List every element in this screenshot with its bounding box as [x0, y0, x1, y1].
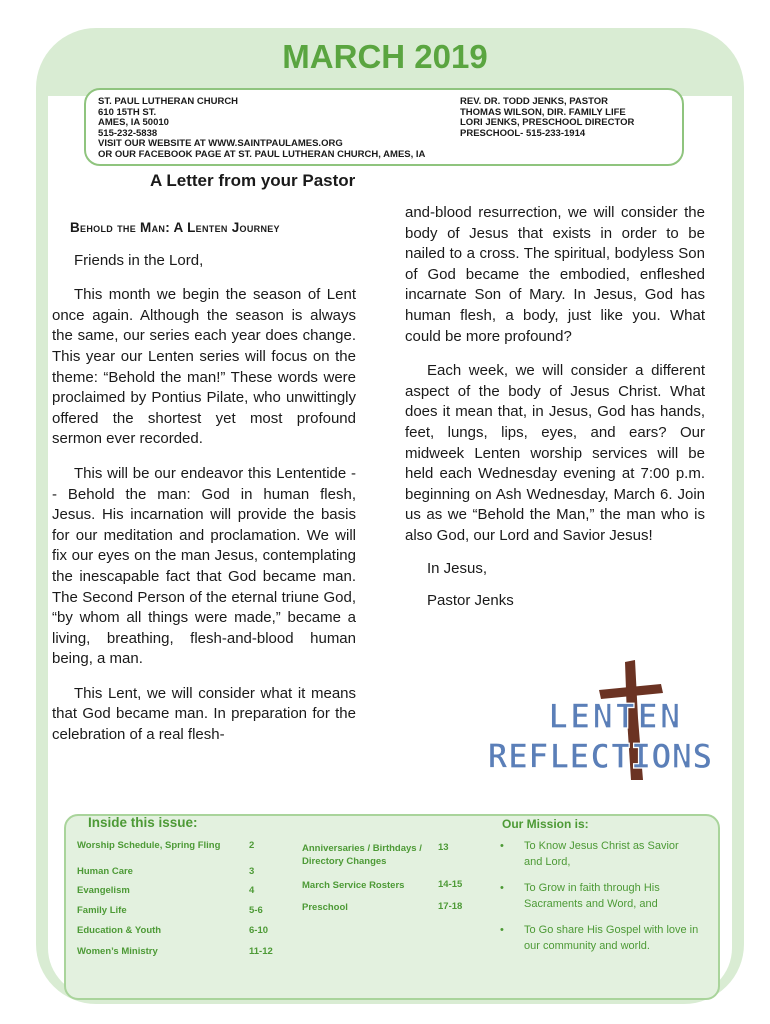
bullet-icon: •	[500, 882, 504, 894]
mission-list	[500, 838, 700, 964]
toc-entry-page: 11-12	[249, 946, 273, 957]
newsletter-title: MARCH 2019	[282, 38, 488, 75]
toc-entry-page: 17-18	[438, 901, 463, 912]
toc-entry-page: 14-15	[438, 879, 463, 890]
toc-entry-label: Anniversaries / Birthdays / Directory Changes	[302, 843, 422, 867]
mission-text: To Know Jesus Christ as Savior and Lord,	[524, 840, 679, 868]
bullet-icon: •	[500, 840, 504, 852]
staff-preschool-director: LORI JENKS, PRESCHOOL DIRECTOR	[460, 117, 635, 128]
logo-word-lenten: LENTEN	[547, 697, 683, 737]
toc-entry-page: 3	[249, 866, 255, 877]
staff-pastor: REV. DR. TODD JENKS, PASTOR	[460, 96, 608, 107]
toc-entry-label: Worship Schedule, Spring Fling	[77, 840, 221, 851]
mission-heading: Our Mission is:	[502, 817, 589, 831]
facebook-line: OR OUR FACEBOOK PAGE AT ST. PAUL LUTHERAN CHURCH, AMES, IA	[98, 148, 426, 160]
toc-entry-page: 6-10	[249, 925, 269, 936]
mission-item	[500, 922, 700, 954]
toc-entry-page: 4	[249, 885, 255, 896]
logo-word-reflections: REFLECTIONS	[487, 737, 713, 777]
toc-entry-page: 2	[249, 840, 255, 851]
website-line: VISIT OUR WEBSITE AT WWW.SAINTPAULAMES.ORG	[98, 138, 343, 149]
letter-column-1	[52, 218, 356, 746]
phone: 515-232-5838	[98, 127, 158, 139]
church-name: ST. PAUL LUTHERAN CHURCH	[98, 96, 239, 107]
mission-item	[500, 838, 700, 870]
toc-entry-page: 5-6	[249, 905, 263, 916]
closing: In Jesus,	[427, 559, 488, 577]
toc-entry-label: Human Care	[77, 866, 133, 877]
paragraph-3-continued: and-blood resurrection, we will consider the body of Jesus that exists in order to be nailed to a cross. The spiritual, bodyless Son of God became the embodied, enfleshed incarnate Son of Mary. In Jesus, God has human flesh, a body, just like you. What could be more profound?	[405, 204, 705, 345]
greeting: Friends in the Lord,	[74, 251, 204, 269]
toc-entry-label: March Service Rosters	[302, 880, 405, 891]
toc-entry-label: Evangelism	[77, 885, 130, 896]
paragraph-3-start: This Lent, we will consider what it means that God became man. In preparation for the celebration of a real flesh-	[52, 684, 356, 744]
address-box	[84, 88, 684, 166]
letter-title: A Letter from your Pastor	[150, 171, 356, 190]
toc-entry-label: Preschool	[302, 902, 348, 913]
bullet-icon: •	[500, 924, 504, 936]
toc-entry-page: 13	[438, 842, 449, 853]
toc-entry-label: Education & Youth	[77, 925, 162, 936]
paragraph-1: This month we begin the season of Lent once again. Although the season is always the same, our series each year does change. This year our Lenten series will focus on the theme: “Behold the man!” These words were proclaimed by Pontius Pilate, who unwittingly offered the shortest yet most profound sermon ever recorded.	[52, 286, 356, 448]
letter-column-2	[405, 203, 705, 612]
church-contact	[98, 97, 425, 160]
staff-family-life: THOMAS WILSON, DIR. FAMILY LIFE	[460, 106, 626, 118]
lenten-reflections-logo	[475, 660, 725, 780]
signature: Pastor Jenks	[427, 592, 514, 610]
paragraph-4: Each week, we will consider a different aspect of the body of Jesus Christ. What does it mean that, in Jesus, God has hands, feet, lungs, lips, eyes, and ears? Our midweek Lenten worship services will be held each Wednesday evening at 7:00 p.m. beginning on Ash Wednesday, March 6. Join us as we “Behold the Man,” the man who is also God, our Lord and Savior Jesus!	[405, 362, 705, 544]
paragraph-2: This will be our endeavor this Lententide -- Behold the man: God in human flesh, Jesus. His incarnation will provide the basis for our meditation and proclamation. We will fix our eyes on the man Jesus, contemplating the inescapable fact that God became man. The Second Person of the eternal triune God, “by whom all things were made,” became a living, breathing, flesh-and-blood human being, a man.	[52, 464, 356, 668]
toc-entry-label: Women’s Ministry	[77, 946, 158, 957]
staff-list	[460, 97, 634, 139]
city-state: AMES, IA 50010	[98, 117, 169, 128]
preschool-phone: PRESCHOOL- 515-233-1914	[460, 127, 586, 139]
street-address: 610 15TH ST.	[98, 106, 157, 118]
inside-issue-heading: Inside this issue:	[88, 815, 198, 830]
mission-text: To Grow in faith through His Sacraments and Word, and	[524, 882, 660, 910]
article-heading: Behold the Man: A Lenten Journey	[70, 220, 280, 235]
toc-entry-label: Family Life	[77, 905, 127, 916]
mission-text: To Go share His Gospel with love in our community and world.	[524, 924, 699, 952]
mission-item	[500, 880, 700, 912]
